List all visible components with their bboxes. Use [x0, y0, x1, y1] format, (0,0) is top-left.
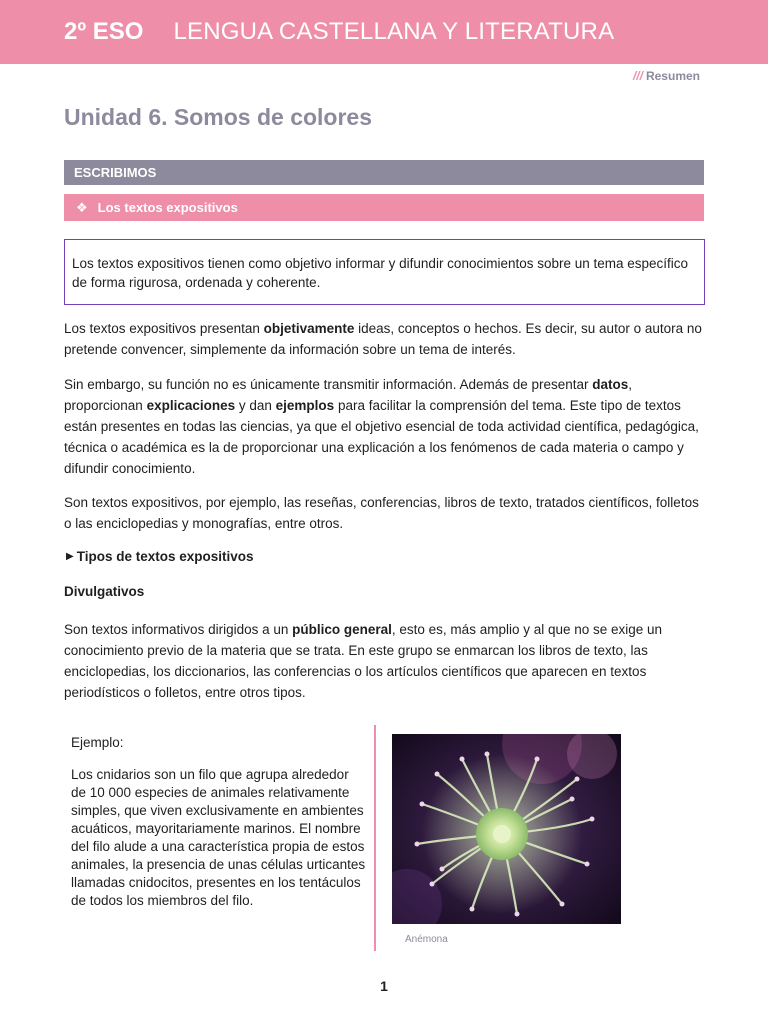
text-run: , proporcionan — [64, 377, 633, 413]
paragraph-examples: Son textos expositivos, por ejemplo, las reseñas, conferencias, libros de texto, tratados científicos, folletos o las enciclopedias y monografías, entre otros. — [64, 495, 699, 531]
figure-caption: Anémona — [405, 934, 448, 945]
summary-tag — [633, 69, 700, 83]
unit-title: Unidad 6. Somos de colores — [64, 104, 373, 130]
definition-box: Los textos expositivos tienen como objetivo informar y difundir conocimientos sobre un tema específico de forma rigurosa, ordenada y coherente. — [64, 239, 705, 305]
text-run: Los textos expositivos presentan — [64, 321, 264, 336]
triangle-right-icon: ▶ — [66, 551, 74, 562]
paragraph-divulgativos — [64, 619, 706, 703]
subsection-label: Los textos expositivos — [97, 200, 238, 215]
anemone-image — [392, 734, 621, 924]
header-bar — [0, 0, 768, 64]
bold-term: explicaciones — [146, 398, 236, 413]
bold-term: público general — [292, 622, 392, 637]
types-heading — [66, 549, 254, 564]
slashes-decoration: /// — [632, 69, 643, 83]
page-number: 1 — [380, 978, 388, 994]
example-label: Ejemplo: — [71, 735, 124, 750]
divulgativos-heading: Divulgativos — [64, 584, 145, 599]
example-box — [64, 725, 376, 951]
subsection-bar — [64, 194, 704, 221]
figure — [392, 734, 621, 950]
paragraph-objectivity — [64, 318, 706, 360]
bold-term: objetivamente — [263, 321, 355, 336]
bold-term: ejemplos — [275, 398, 335, 413]
text-run: , esto es, más amplio y al que no se exige un conocimiento previo de la materia que se trata. En este grupo se enmarcan los libros de texto, las enciclopedias, los diccionarios, las conferencias o los artículos científicos que aparecen en textos periodísticos o folletos, entre otros tipos. — [64, 622, 663, 700]
text-run: Son textos informativos dirigidos a un — [64, 622, 293, 637]
example-text: Los cnidarios son un filo que agrupa alrededor de 10 000 especies de animales relativamente simples, que viven exclusivamente en ambientes acuáticos, mayoritariamente marinos. El nombre del filo alude a una característica propia de estos animales, la presencia de unas células urticantes llamadas cnidocitos, presentes en los tentáculos de todos los miembros del filo. — [71, 767, 366, 908]
section-bar: ESCRIBIMOS — [64, 160, 704, 185]
text-run: Sin embargo, su función no es únicamente transmitir información. Además de presentar — [64, 377, 593, 392]
summary-label: Resumen — [645, 69, 700, 83]
types-heading-label: Tipos de textos expositivos — [76, 549, 254, 564]
paragraph-function — [64, 374, 706, 479]
diamond-bullet-icon: ❖ — [76, 200, 88, 215]
bold-term: datos — [592, 377, 629, 392]
course-label: 2º ESO — [64, 18, 144, 45]
text-run: y dan — [235, 398, 276, 413]
text-run: ideas, conceptos o hechos. Es decir, su autor o autora no pretende convencer, simplemente da información sobre un tema de interés. — [64, 321, 702, 357]
subject-title: LENGUA CASTELLANA Y LITERATURA — [173, 18, 615, 45]
text-run: para facilitar la comprensión del tema. Este tipo de textos están presentes en todas las ciencias, ya que el objetivo esencial de toda actividad científica, pedagógica, técnica o académica es la de proporcionar una explicación a los fenómenos de cada materia o campo y difundir conocimiento. — [64, 398, 699, 476]
